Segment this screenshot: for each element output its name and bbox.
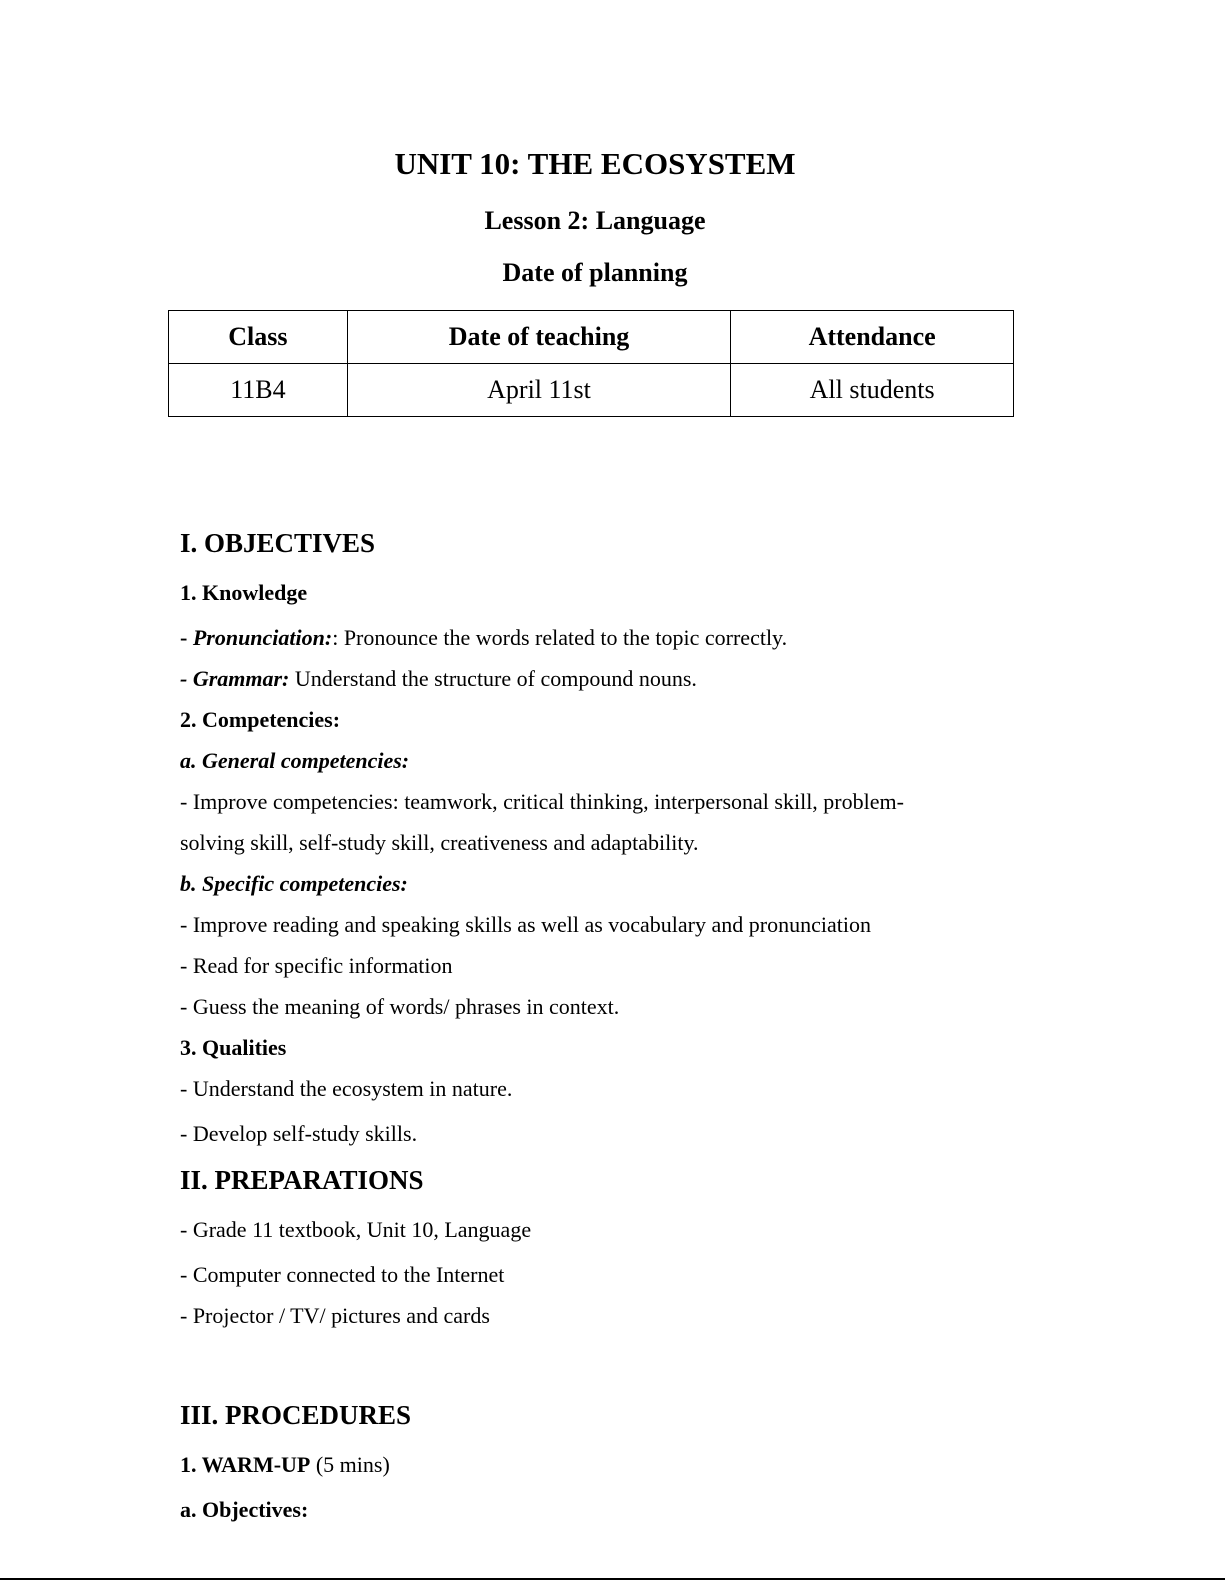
page-bottom-rule bbox=[0, 1578, 1225, 1580]
general-competencies-line-1: - Improve competencies: teamwork, critical thinking, interpersonal skill, problem- bbox=[180, 789, 904, 814]
table-header-date: Date of teaching bbox=[347, 311, 730, 364]
specific-competencies-heading: b. Specific competencies: bbox=[180, 871, 408, 896]
list-item: - Improve reading and speaking skills as well as vocabulary and pronunciation bbox=[180, 912, 871, 937]
lesson-info-table bbox=[168, 310, 1014, 417]
table-row bbox=[169, 364, 1014, 417]
list-item: - Projector / TV/ pictures and cards bbox=[180, 1303, 490, 1328]
objectives-heading: I. OBJECTIVES bbox=[180, 528, 376, 558]
table-header-class: Class bbox=[169, 311, 348, 364]
warmup-time: (5 mins) bbox=[310, 1452, 390, 1477]
procedures-heading: III. PROCEDURES bbox=[180, 1400, 412, 1430]
grammar-text: Understand the structure of compound nouns. bbox=[289, 666, 697, 691]
qualities-heading: 3. Qualities bbox=[180, 1035, 287, 1060]
grammar-label: - Grammar: bbox=[180, 666, 290, 691]
table-header-attendance: Attendance bbox=[731, 311, 1014, 364]
preparations-heading: II. PREPARATIONS bbox=[180, 1165, 424, 1195]
list-item: - Grade 11 textbook, Unit 10, Language bbox=[180, 1217, 532, 1242]
warmup-label: 1. WARM-UP bbox=[180, 1452, 311, 1477]
general-competencies-line-2: solving skill, self-study skill, creativeness and adaptability. bbox=[180, 830, 699, 855]
warmup-objectives-heading: a. Objectives: bbox=[180, 1497, 309, 1522]
list-item: - Develop self-study skills. bbox=[180, 1121, 418, 1146]
pronunciation-dash: - bbox=[180, 625, 193, 650]
unit-title: UNIT 10: THE ECOSYSTEM bbox=[394, 146, 796, 181]
table-cell-date: April 11st bbox=[347, 364, 730, 417]
general-competencies-heading: a. General competencies: bbox=[180, 748, 410, 773]
table-header-row bbox=[169, 311, 1014, 364]
list-item: - Guess the meaning of words/ phrases in context. bbox=[180, 994, 620, 1019]
list-item: - Understand the ecosystem in nature. bbox=[180, 1076, 513, 1101]
competencies-heading: 2. Competencies: bbox=[180, 707, 341, 732]
pronunciation-text: : Pronounce the words related to the topic correctly. bbox=[332, 625, 788, 650]
planning-label: Date of planning bbox=[502, 258, 688, 287]
table-cell-attendance: All students bbox=[731, 364, 1014, 417]
table-cell-class: 11B4 bbox=[169, 364, 348, 417]
pronunciation-line bbox=[180, 625, 787, 651]
warmup-line bbox=[180, 1452, 390, 1478]
knowledge-heading: 1. Knowledge bbox=[180, 580, 308, 605]
list-item: - Computer connected to the Internet bbox=[180, 1262, 505, 1287]
list-item: - Read for specific information bbox=[180, 953, 453, 978]
grammar-line bbox=[180, 666, 697, 692]
pronunciation-label: Pronunciation: bbox=[192, 625, 333, 650]
lesson-title: Lesson 2: Language bbox=[484, 206, 706, 235]
